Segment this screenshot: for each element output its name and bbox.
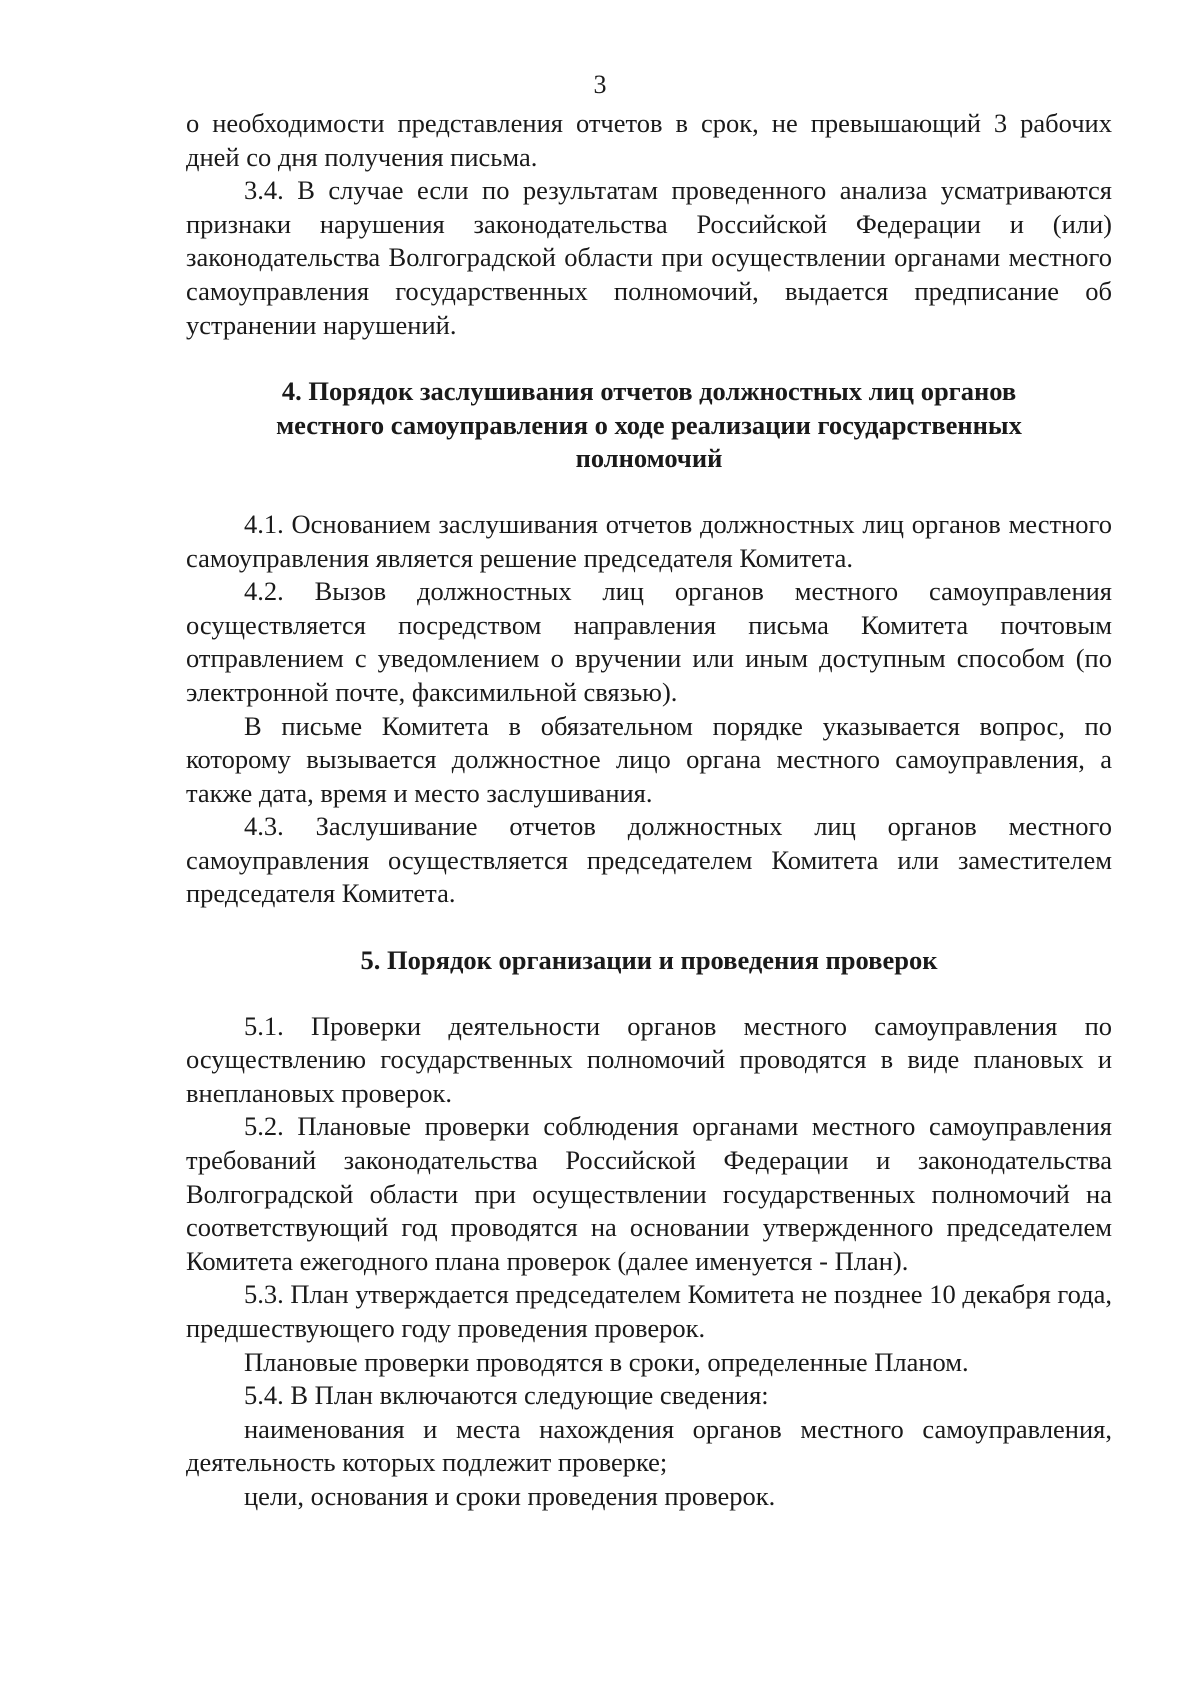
paragraph-5-3: 5.3. План утверждается председателем Комитета не позднее 10 декабря года, предшествующего году проведения проверок. <box>186 1279 1112 1343</box>
paragraph-4-1: 4.1. Основанием заслушивания отчетов должностных лиц органов местного самоуправления является решение председателя Комитета. <box>186 508 1112 573</box>
document-body <box>186 107 1112 1514</box>
paragraph-5-4: 5.4. В План включаются следующие сведения: <box>244 1380 769 1411</box>
paragraph-5-3-terms: Плановые проверки проводятся в сроки, определенные Планом. <box>244 1346 969 1377</box>
section-5-heading <box>186 944 1112 978</box>
paragraph-continuation: о необходимости представления отчетов в срок, не превышающий 3 рабочих дней со дня получения письма. <box>186 108 1112 172</box>
paragraph-5-2: 5.2. Плановые проверки соблюдения органами местного самоуправления требований законодательства Российской Федерации и законодательства Волгоградской области при осуществлении государственных полномочий на соответствующий год проводятся на основании утвержденного председателем Комитета ежегодного плана проверок (далее именуется - План). <box>186 1111 1112 1276</box>
section-4-heading-line: 4. Порядок заслушивания отчетов должностных лиц органов <box>281 376 1017 407</box>
paragraph-5-1: 5.1. Проверки деятельности органов местного самоуправления по осуществлению государственных полномочий проводятся в виде плановых и внеплановых проверок. <box>186 1010 1112 1108</box>
page-number: 3 <box>593 70 607 99</box>
paragraph-3-4: 3.4. В случае если по результатам проведенного анализа усматриваются признаки нарушения законодательства Российской Федерации и (или) законодательства Волгоградской области при осуществлении органами местного самоуправления государственных полномочий, выдается предписание об устранении нарушений. <box>186 175 1112 340</box>
section-4-heading <box>186 375 1112 476</box>
section-5-heading-line: 5. Порядок организации и проведения проверок <box>360 945 938 976</box>
paragraph-5-4-item: наименования и места нахождения органов местного самоуправления, деятельность которых подлежит проверке; <box>186 1413 1112 1478</box>
paragraph-4-3: 4.3. Заслушивание отчетов должностных лиц органов местного самоуправления осуществляется председателем Комитета или заместителем председателя Комитета. <box>186 811 1112 909</box>
paragraph-5-4-item: цели, основания и сроки проведения проверок. <box>244 1480 776 1511</box>
section-4-heading-line: полномочий <box>575 443 723 474</box>
section-4-heading-line: местного самоуправления о ходе реализации государственных <box>276 409 1022 440</box>
paragraph-4-2-letter: В письме Комитета в обязательном порядке указывается вопрос, по которому вызывается должностное лицо органа местного самоуправления, а также дата, время и место заслушивания. <box>186 710 1112 808</box>
paragraph-4-2: 4.2. Вызов должностных лиц органов местного самоуправления осуществляется посредством направления письма Комитета почтовым отправлением с уведомлением о вручении или иным доступным способом (по электронной почте, факсимильной связью). <box>186 576 1112 707</box>
